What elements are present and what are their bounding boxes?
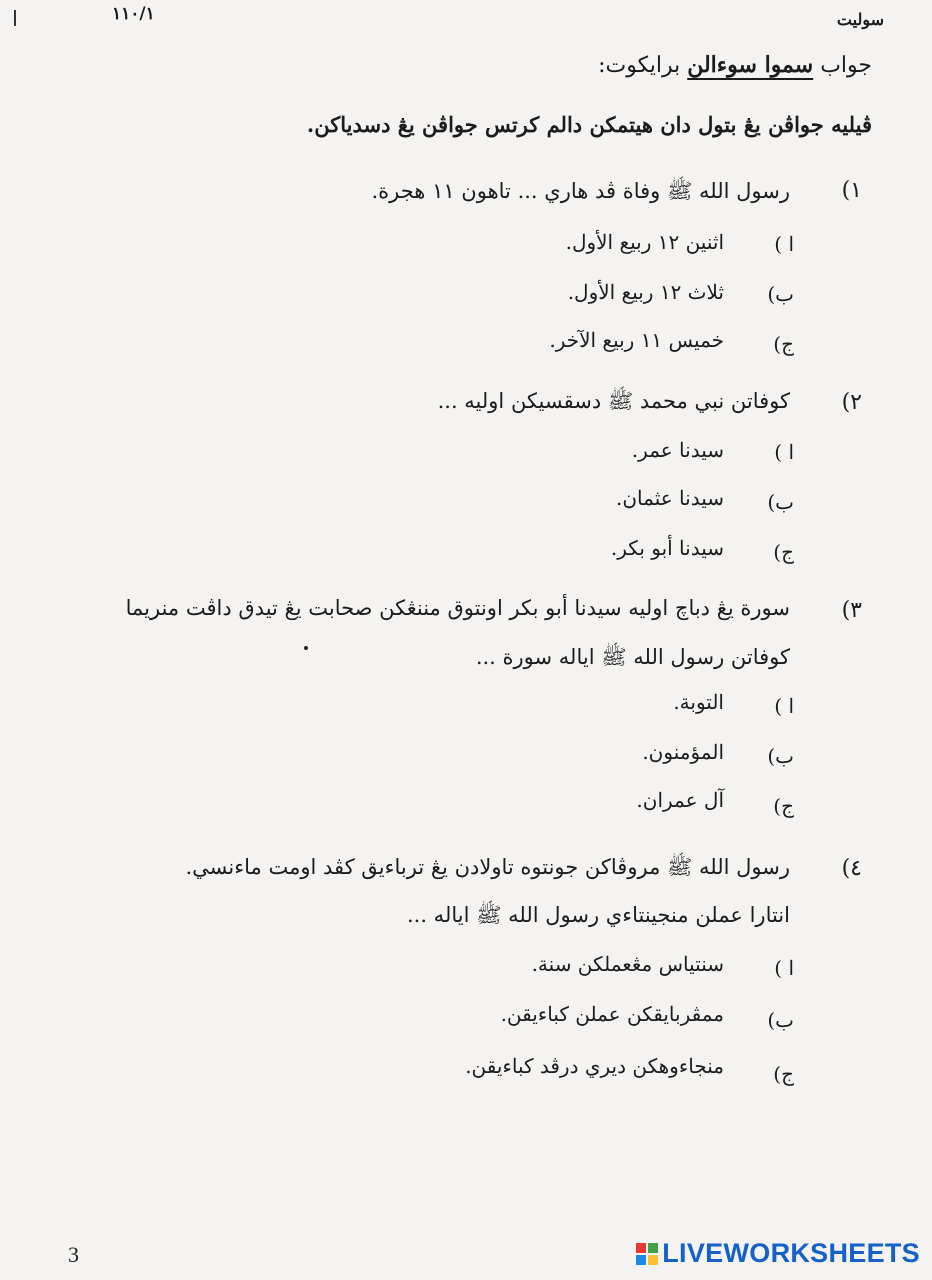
q2-option-b-label: ب) bbox=[767, 490, 794, 514]
q1-option-a[interactable]: اثنين ١٢ ربيع الأول. bbox=[565, 230, 724, 254]
q2-option-c[interactable]: سيدنا أبو بكر. bbox=[610, 536, 724, 560]
question-1-number: ١) bbox=[841, 178, 862, 203]
header-label: سوليت bbox=[836, 10, 884, 29]
corner-mark bbox=[14, 10, 16, 26]
q3-option-b-label: ب) bbox=[767, 744, 794, 768]
q3-option-c[interactable]: آل عمران. bbox=[636, 788, 724, 812]
grid-square-yellow bbox=[648, 1255, 658, 1265]
q3-option-c-label: ج) bbox=[773, 794, 794, 818]
question-3-number: ٣) bbox=[841, 598, 862, 623]
q1-option-c-label: ج) bbox=[773, 332, 794, 356]
q4-option-c-label: ج) bbox=[773, 1062, 794, 1086]
question-2-text: كوفاتن نبي محمد ﷺ دسقسيكن اوليه ... bbox=[437, 389, 790, 413]
grid-square-red bbox=[636, 1243, 646, 1253]
instruction-title-pre: جواب bbox=[813, 53, 872, 78]
question-3-text-line-1: سورة يڠ دباچ اوليه سيدنا أبو بكر اونتوق مننڠكن صحابت يڠ تيدق داڤت منريما bbox=[125, 596, 790, 620]
q1-option-b-label: ب) bbox=[767, 282, 794, 306]
q4-option-c[interactable]: منجاءوهكن ديري درڤد كباءيقن. bbox=[465, 1054, 724, 1078]
page-number: 3 bbox=[68, 1242, 79, 1267]
grid-square-blue bbox=[636, 1255, 646, 1265]
q3-option-a[interactable]: التوبة. bbox=[673, 690, 724, 714]
question-4-text-line-2: انتارا عملن منجينتاءي رسول الله ﷺ اياله ... bbox=[406, 903, 790, 927]
q4-option-b[interactable]: ممڤربايقكن عملن كباءيقن. bbox=[500, 1002, 724, 1026]
liveworksheets-wordmark: LIVEWORKSHEETS bbox=[662, 1238, 920, 1268]
q1-option-a-label: ا ) bbox=[774, 232, 794, 256]
ink-speck bbox=[304, 646, 308, 650]
instruction-title-underlined: سموا سوءالن bbox=[687, 52, 814, 78]
instruction-text: ڤيليه جواڤن يڠ بتول دان هيتمكن دالم كرتس جواڤن يڠ دسدياكن. bbox=[306, 112, 872, 137]
liveworksheets-grid-icon bbox=[636, 1243, 658, 1265]
q2-option-c-label: ج) bbox=[773, 540, 794, 564]
question-2-number: ٢) bbox=[841, 390, 862, 415]
q1-option-c[interactable]: خميس ١١ ربيع الآخر. bbox=[549, 328, 724, 352]
question-1-text: رسول الله ﷺ وفاة ڤد هاري ... تاهون ١١ هجرة. bbox=[371, 179, 790, 203]
instruction-title bbox=[598, 52, 872, 78]
q2-option-a-label: ا ) bbox=[774, 440, 794, 464]
q2-option-b[interactable]: سيدنا عثمان. bbox=[616, 486, 724, 510]
page-code: ١١٠/١ bbox=[112, 4, 155, 24]
question-3-text-line-2: كوفاتن رسول الله ﷺ اياله سورة ... bbox=[475, 645, 790, 669]
q3-option-a-label: ا ) bbox=[774, 694, 794, 718]
q4-option-a[interactable]: سنتياس مڠعملكن سنة. bbox=[531, 952, 724, 976]
q4-option-a-label: ا ) bbox=[774, 956, 794, 980]
liveworksheets-logo[interactable] bbox=[636, 1238, 920, 1269]
question-4-number: ٤) bbox=[841, 856, 862, 881]
q1-option-b[interactable]: ثلاث ١٢ ربيع الأول. bbox=[567, 280, 724, 304]
q2-option-a[interactable]: سيدنا عمر. bbox=[631, 438, 724, 462]
grid-square-green bbox=[648, 1243, 658, 1253]
question-4-text-line-1: رسول الله ﷺ مروڤاكن جونتوه تاولادن يڠ ترباءيق كڤد اومت ماءنسي. bbox=[185, 855, 790, 879]
q3-option-b[interactable]: المؤمنون. bbox=[642, 740, 724, 764]
q4-option-b-label: ب) bbox=[767, 1008, 794, 1032]
instruction-title-post: برايكوت: bbox=[598, 53, 688, 78]
